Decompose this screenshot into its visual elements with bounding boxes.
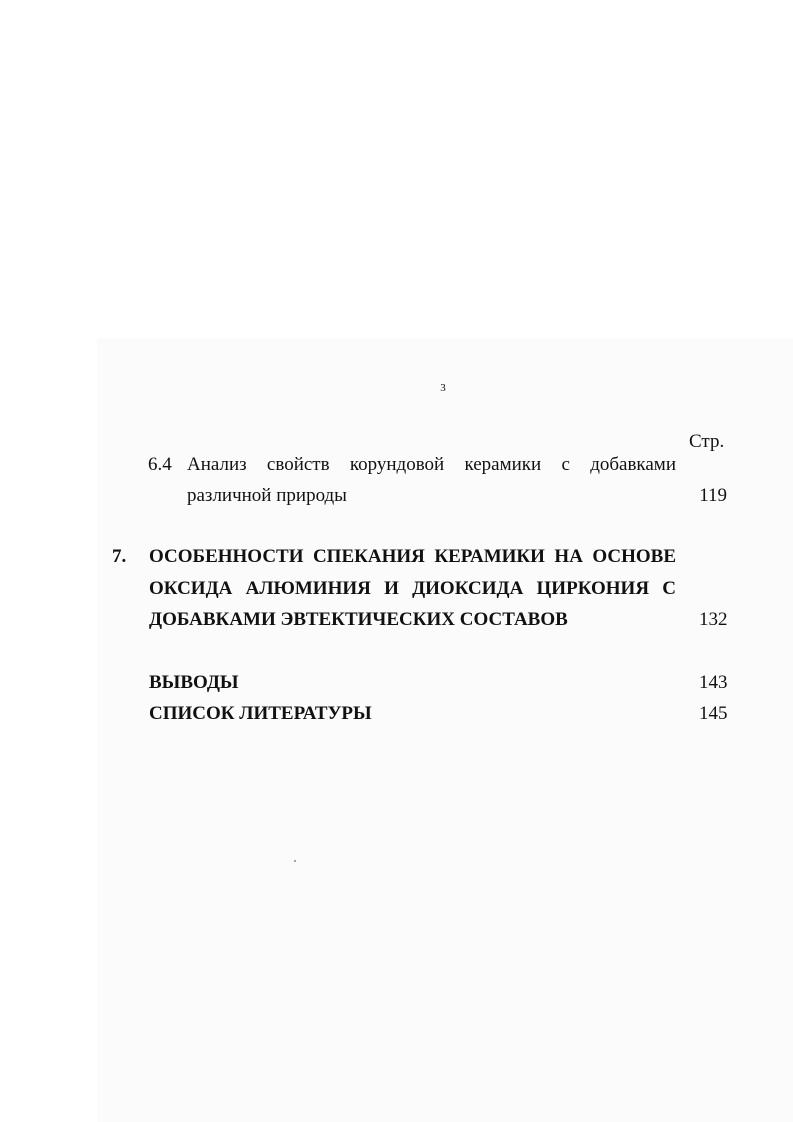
toc-conclusions-page: 143 (699, 672, 728, 693)
toc-references-title: СПИСОК ЛИТЕРАТУРЫ (149, 703, 372, 724)
toc-7-page: 132 (699, 609, 728, 630)
toc-7-title-line3: ДОБАВКАМИ ЭВТЕКТИЧЕСКИХ СОСТАВОВ (149, 609, 568, 630)
toc-6-4-title-line1: Анализ свойств корундовой керамики с добавками (187, 454, 676, 475)
toc-6-4-page: 119 (699, 485, 727, 506)
toc-6-4-number: 6.4 (148, 454, 172, 475)
toc-conclusions-title: ВЫВОДЫ (149, 672, 239, 693)
page-column-header: Стр. (689, 431, 725, 452)
toc-7-title-line1: ОСОБЕННОСТИ СПЕКАНИЯ КЕРАМИКИ НА ОСНОВЕ (149, 546, 676, 567)
toc-references-page: 145 (699, 703, 728, 724)
toc-6-4-title-line2: различной природы (187, 485, 347, 506)
toc-7-title-line2: ОКСИДА АЛЮМИНИЯ И ДИОКСИДА ЦИРКОНИЯ С (149, 578, 676, 599)
page-number: 3 (440, 382, 446, 394)
scan-speck (294, 860, 296, 862)
toc-7-number: 7. (112, 546, 127, 567)
